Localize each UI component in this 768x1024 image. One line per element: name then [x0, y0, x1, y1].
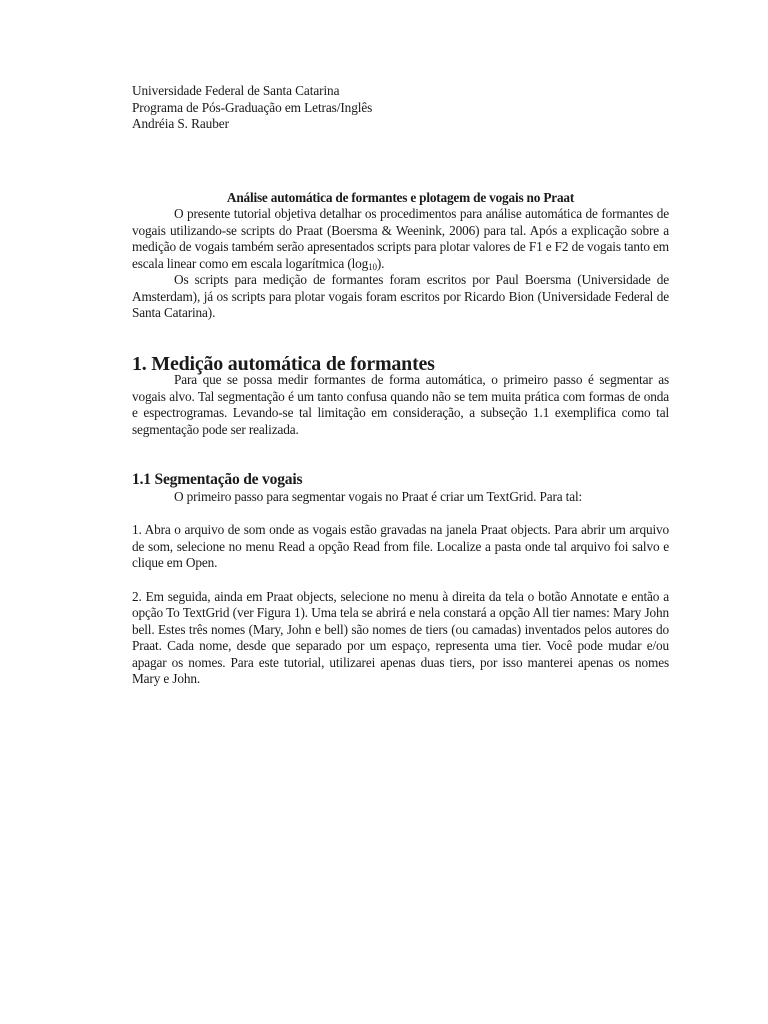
section-1-heading: 1. Medição automática de formantes	[132, 352, 435, 375]
document-header	[132, 83, 669, 133]
institution-line: Universidade Federal de Santa Catarina	[132, 83, 340, 98]
intro-paragraph-1-text: O presente tutorial objetiva detalhar os procedimentos para análise automática de formantes de vogais utilizando-se scripts do Praat (Boersma & Weenink, 2006) para tal. Após a explicação sobre a medição de vogais também serão apresentados scripts para plotar valores de F1 e F2 de vogais tanto em escala linear como em escala logarítmica (log	[132, 206, 669, 271]
step-1-paragraph: 1. Abra o arquivo de som onde as vogais estão gravadas na janela Praat objects. Para abrir um arquivo de som, selecione no menu Read a opção Read from file. Localize a pasta onde tal arquivo foi salvo e clique em Open.	[132, 522, 669, 570]
log-subscript: 10	[368, 261, 377, 272]
step-2-paragraph: 2. Em seguida, ainda em Praat objects, selecione no menu à direita da tela o botão Annotate e então a opção To TextGrid (ver Figura 1). Uma tela se abrirá e nela constará a opção All tier names: Mary John bell. Estes três nomes (Mary, John e bell) são nomes de tiers (ou camadas) inventados pelos autores do Praat. Cada nome, desde que separado por um espaço, representa uma tier. Você pode mudar e/ou apagar os nomes. Para este tutorial, utilizarei apenas duas tiers, por isso manterei apenas os nomes Mary e John.	[132, 588, 669, 686]
section-1-1-intro: O primeiro passo para segmentar vogais no Praat é criar um TextGrid. Para tal:	[174, 488, 583, 504]
author-line: Andréia S. Rauber	[132, 116, 229, 131]
section-1-1-heading: 1.1 Segmentação de vogais	[132, 471, 303, 488]
intro-paragraph-2: Os scripts para medição de formantes foram escritos por Paul Boersma (Universidade de Amsterdam), já os scripts para plotar vogais foram escritos por Ricardo Bion (Universidade Federal de Santa Catarina).	[132, 272, 669, 320]
program-line: Programa de Pós-Graduação em Letras/Inglês	[132, 99, 373, 115]
document-title: Análise automática de formantes e plotagem de vogais no Praat	[226, 189, 575, 205]
intro-paragraph-1	[132, 206, 669, 272]
section-1-paragraph: Para que se possa medir formantes de forma automática, o primeiro passo é segmentar as vogais alvo. Tal segmentação é um tanto confusa quando não se tem muita prática com formas de onda e espectrogramas. Levando-se tal limitação em consideração, a subseção 1.1 exemplifica como tal segmentação pode ser realizada.	[132, 372, 669, 437]
intro-paragraph-1-end: ).	[376, 255, 385, 271]
document-page	[132, 83, 669, 688]
